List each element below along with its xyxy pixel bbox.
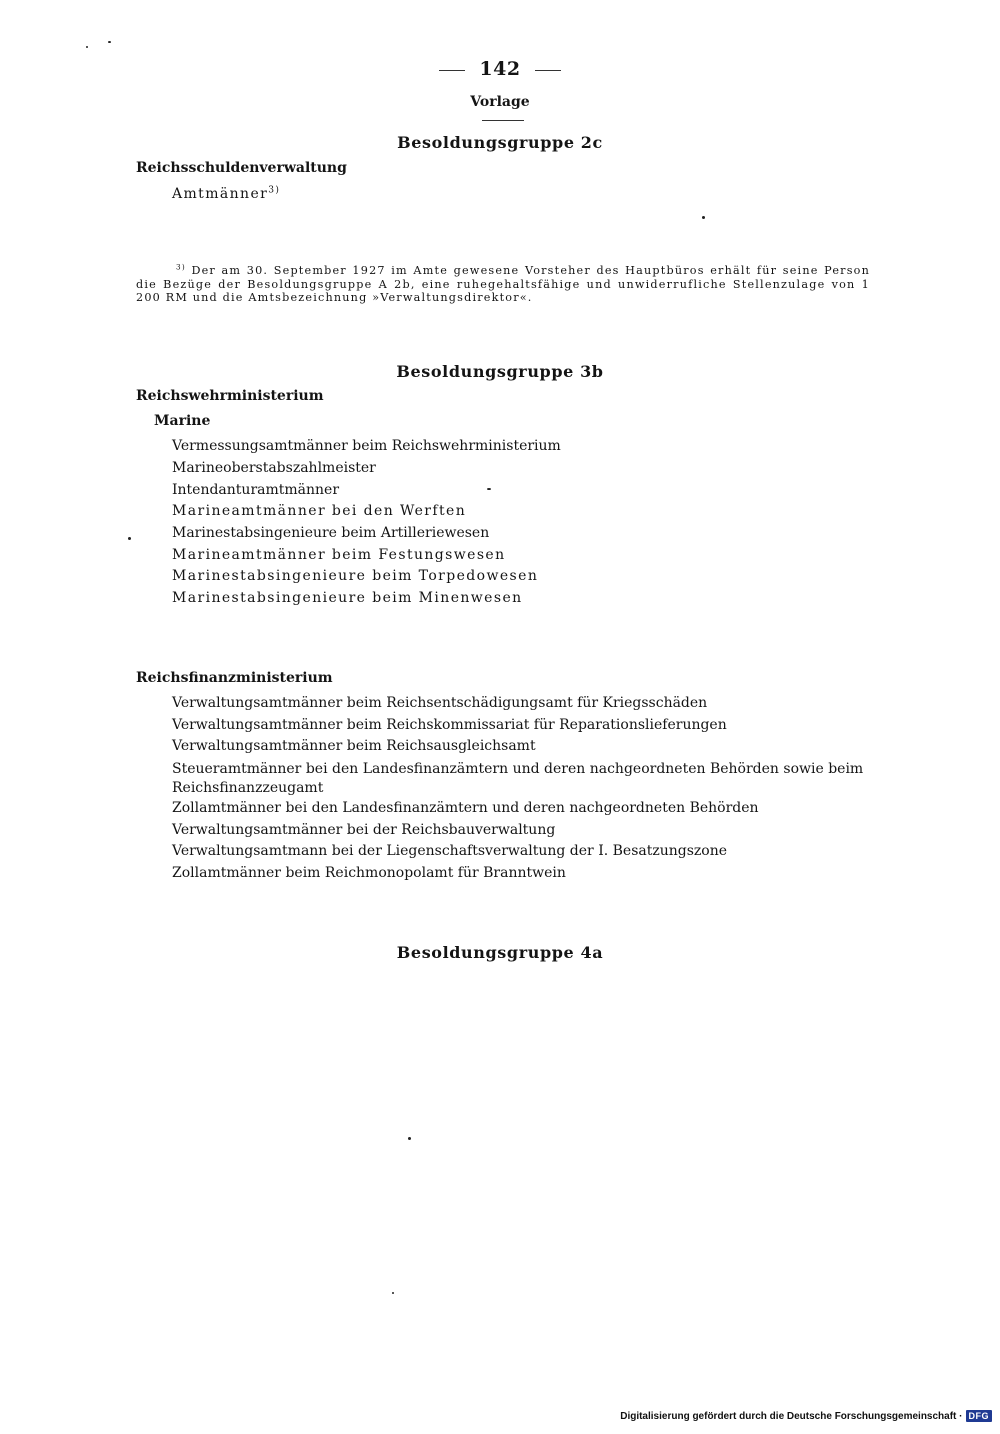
list-item: Verwaltungsamtmänner beim Reichsentschädigungsamt für Kriegsschäden bbox=[172, 695, 708, 711]
dfg-logo-icon: DFG bbox=[966, 1410, 993, 1422]
section-heading-2c: Besoldungsgruppe 2c bbox=[397, 133, 603, 152]
list-item: Marinestabsingenieure beim Torpedowesen bbox=[172, 568, 539, 584]
list-item: Marinestabsingenieure beim Minenwesen bbox=[172, 590, 523, 606]
list-item: Vermessungsamtmänner beim Reichswehrministerium bbox=[172, 438, 561, 454]
footnote bbox=[136, 264, 870, 305]
page-number bbox=[0, 58, 1000, 80]
footnote-reference: 3) bbox=[268, 185, 281, 196]
ministry-reichswehrministerium: Reichswehrministerium bbox=[136, 388, 324, 404]
list-item: Marineoberstabszahlmeister bbox=[172, 460, 376, 476]
page-number-text: 142 bbox=[479, 58, 521, 80]
scan-speck bbox=[702, 216, 705, 219]
section-heading-3b: Besoldungsgruppe 3b bbox=[396, 362, 604, 381]
sub-ministry-marine: Marine bbox=[154, 413, 211, 429]
header-rule bbox=[482, 120, 524, 121]
list-item bbox=[172, 186, 280, 202]
ministry-reichsfinanzministerium: Reichsfinanzministerium bbox=[136, 670, 333, 686]
scan-speck bbox=[86, 46, 88, 48]
list-item: Verwaltungsamtmänner beim Reichsausgleichsamt bbox=[172, 738, 536, 754]
header-label: Vorlage bbox=[470, 94, 530, 110]
scan-speck bbox=[392, 1292, 394, 1294]
footnote-marker: 3) bbox=[176, 262, 186, 272]
scan-speck bbox=[128, 537, 131, 540]
scan-speck bbox=[108, 41, 111, 43]
scan-speck bbox=[408, 1137, 411, 1140]
list-item: Intendanturamtmänner bbox=[172, 482, 340, 498]
list-item: Zollamtmänner bei den Landesfinanzämtern und deren nachgeordneten Behörden bbox=[172, 800, 759, 816]
scan-speck bbox=[487, 488, 491, 490]
list-item: Verwaltungsamtmänner bei der Reichsbauverwaltung bbox=[172, 822, 556, 838]
item-text: Amtmänner bbox=[172, 186, 269, 202]
left-dash bbox=[439, 70, 465, 71]
list-item: Marineamtmänner beim Festungswesen bbox=[172, 547, 506, 563]
list-item: Marinestabsingenieure beim Artilleriewesen bbox=[172, 525, 490, 541]
list-item: Verwaltungsamtmann bei der Liegenschaftsverwaltung der I. Besatzungszone bbox=[172, 843, 728, 859]
list-item: Verwaltungsamtmänner beim Reichskommissariat für Reparationslieferungen bbox=[172, 717, 727, 733]
right-dash bbox=[535, 70, 561, 71]
ministry-reichsschuldenverwaltung: Reichsschuldenverwaltung bbox=[136, 160, 347, 176]
section-heading-4a: Besoldungsgruppe 4a bbox=[396, 943, 604, 962]
list-item: Steueramtmänner bei den Landesfinanzämtern und deren nachgeordneten Behörden sowie beim Reichsfinanzzeugamt bbox=[172, 761, 864, 796]
digitization-credit bbox=[620, 1410, 992, 1422]
footnote-text: Der am 30. September 1927 im Amte gewesene Vorsteher des Hauptbüros erhält für seine Person die Bezüge der Besoldungsgruppe A 2b, eine ruhegehaltsfähige und unwiderrufliche Stellenzulage von 1 200 RM und die Amtsbezeichnung »Verwaltungsdirektor«. bbox=[136, 264, 870, 304]
list-item: Zollamtmänner beim Reichmonopolamt für Branntwein bbox=[172, 865, 566, 881]
list-item: Marineamtmänner bei den Werften bbox=[172, 503, 467, 519]
credit-text: Digitalisierung gefördert durch die Deutsche Forschungsgemeinschaft · bbox=[620, 1410, 963, 1422]
